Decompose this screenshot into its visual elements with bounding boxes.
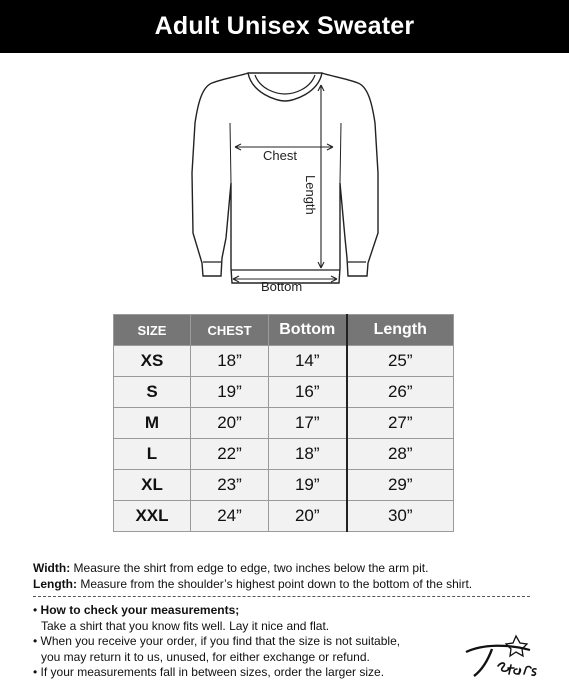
- cell-bottom: 16”: [269, 377, 347, 408]
- measurement-notes: [33, 560, 553, 592]
- tip-between: • If your measurements fall in between sizes, order the larger size.: [33, 665, 385, 679]
- length-label: Length: [303, 175, 318, 215]
- cell-bottom: 18”: [269, 439, 347, 470]
- tip-between-text: If your measurements fall in between sizes, order the larger size.: [40, 665, 385, 679]
- cell-size: XL: [114, 470, 191, 501]
- dashed-divider: [33, 596, 530, 597]
- width-note: [33, 560, 553, 576]
- cell-bottom: 14”: [269, 346, 347, 377]
- chest-label: Chest: [263, 148, 297, 163]
- table-header-row: [114, 315, 454, 346]
- page-title: Adult Unisex Sweater: [154, 12, 415, 40]
- cell-length: 29”: [347, 470, 454, 501]
- table-row: [114, 377, 454, 408]
- cell-length: 25”: [347, 346, 454, 377]
- sweater-outline: [192, 73, 378, 283]
- header-length: Length: [347, 315, 454, 346]
- width-label: Width:: [33, 561, 71, 575]
- tip-heading-sub: Take a shirt that you know fits well. Lay it nice and flat.: [41, 618, 330, 633]
- tstars-logo: [458, 630, 558, 685]
- table-row: [114, 501, 454, 532]
- bottom-label: Bottom: [261, 279, 303, 294]
- length-note-label: Length:: [33, 577, 77, 591]
- width-text: Measure the shirt from edge to edge, two inches below the arm pit.: [70, 561, 429, 575]
- cell-size: L: [114, 439, 191, 470]
- table-row: [114, 470, 454, 501]
- table-row: [114, 439, 454, 470]
- tip-return-text-1: When you receive your order, if you find that the size is not suitable,: [40, 634, 401, 648]
- length-note: [33, 576, 553, 592]
- cell-size: XS: [114, 346, 191, 377]
- cell-chest: 20”: [191, 408, 269, 439]
- cell-chest: 19”: [191, 377, 269, 408]
- cell-length: 28”: [347, 439, 454, 470]
- cell-chest: 24”: [191, 501, 269, 532]
- cell-length: 27”: [347, 408, 454, 439]
- length-text: Measure from the shoulder’s highest point down to the bottom of the shirt.: [77, 577, 473, 591]
- header-size: SIZE: [114, 315, 191, 346]
- tip-heading: • How to check your measurements;: [33, 603, 240, 617]
- tips-list: [33, 603, 493, 681]
- cell-size: S: [114, 377, 191, 408]
- cell-bottom: 19”: [269, 470, 347, 501]
- cell-chest: 18”: [191, 346, 269, 377]
- table-row: [114, 346, 454, 377]
- cell-length: 30”: [347, 501, 454, 532]
- cell-bottom: 17”: [269, 408, 347, 439]
- title-banner: [0, 0, 569, 53]
- cell-bottom: 20”: [269, 501, 347, 532]
- size-table: [113, 314, 454, 532]
- header-chest: CHEST: [191, 315, 269, 346]
- cell-size: M: [114, 408, 191, 439]
- header-bottom: Bottom: [269, 315, 347, 346]
- cell-chest: 23”: [191, 470, 269, 501]
- cell-length: 26”: [347, 377, 454, 408]
- sweater-diagram: [180, 63, 390, 300]
- tip-return: • When you receive your order, if you find that the size is not suitable,: [33, 634, 401, 648]
- table-row: [114, 408, 454, 439]
- cell-size: XXL: [114, 501, 191, 532]
- tip-heading-text: How to check your measurements;: [40, 603, 240, 617]
- cell-chest: 22”: [191, 439, 269, 470]
- tip-return-text-2: you may return it to us, unused, for either exchange or refund.: [41, 649, 370, 664]
